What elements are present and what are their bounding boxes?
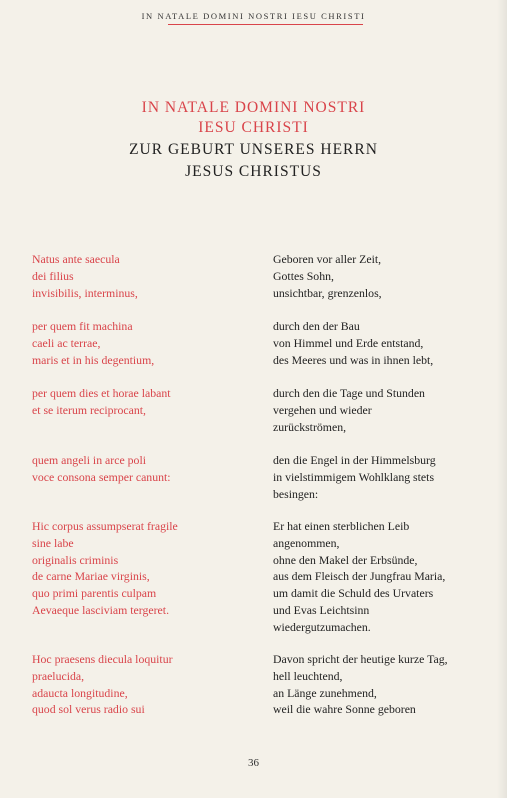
german-translation: [273, 452, 498, 502]
latin-line: et se iterum reciprocant,: [32, 402, 146, 417]
latin-line: Hoc praesens diecula loquitur: [32, 652, 173, 666]
latin-text: [32, 452, 257, 486]
latin-line: quem angeli in arce poli: [32, 453, 146, 467]
latin-line: adaucta longitudine,: [32, 685, 128, 700]
latin-line: invisibilis, interminus,: [32, 285, 138, 300]
german-line: in vielstimmigem Wohlklang stets: [273, 469, 435, 484]
german-translation: [273, 251, 498, 301]
german-line: durch den die Tage und Stunden: [273, 386, 425, 400]
title-german-line: ZUR GEBURT UNSERES HERRN: [129, 141, 378, 158]
latin-text: [32, 385, 257, 419]
german-translation: [273, 651, 498, 718]
latin-line: Aevaeque lasciviam tergeret.: [32, 602, 170, 617]
german-line: Davon spricht der heutige kurze Tag,: [273, 652, 448, 666]
german-translation: [273, 385, 498, 435]
german-line: um damit die Schuld des Urvaters: [273, 586, 434, 601]
running-head: IN NATALE DOMINI NOSTRI IESU CHRISTI: [141, 11, 366, 21]
german-line: Gottes Sohn,: [273, 268, 334, 283]
latin-line: maris et in his degentium,: [32, 352, 155, 367]
latin-line: per quem dies et horae labant: [32, 386, 171, 400]
latin-line: sine labe: [32, 535, 74, 550]
latin-line: quo primi parentis culpam: [32, 586, 157, 601]
german-translation: [273, 518, 498, 636]
german-line: Geboren vor aller Zeit,: [273, 252, 382, 266]
latin-text: [32, 518, 257, 619]
german-line: weil die wahre Sonne geboren: [273, 702, 416, 717]
german-line: und Evas Leichtsinn: [273, 602, 370, 617]
german-line: wiedergutzumachen.: [273, 619, 371, 634]
title-latin-line: IESU CHRISTI: [198, 119, 309, 136]
latin-line: de carne Mariae virginis,: [32, 569, 150, 584]
latin-line: per quem fit machina: [32, 319, 133, 333]
title-latin-line: IN NATALE DOMINI NOSTRI: [141, 99, 366, 116]
latin-text: [32, 318, 257, 368]
german-line: des Meeres und was in ihnen lebt,: [273, 352, 434, 367]
latin-line: Hic corpus assumpserat fragile: [32, 519, 178, 533]
german-line: angenommen,: [273, 535, 340, 550]
latin-line: originalis criminis: [32, 552, 119, 567]
latin-line: Natus ante saecula: [32, 252, 120, 266]
german-line: an Länge zunehmend,: [273, 685, 377, 700]
german-line: vergehen und wieder: [273, 402, 372, 417]
german-line: aus dem Fleisch der Jungfrau Maria,: [273, 569, 446, 584]
german-line: von Himmel und Erde entstand,: [273, 335, 424, 350]
german-line: ohne den Makel der Erbsünde,: [273, 552, 418, 567]
german-line: Er hat einen sterblichen Leib: [273, 519, 410, 533]
latin-text: [32, 251, 257, 301]
german-line: hell leuchtend,: [273, 668, 343, 683]
latin-line: voce consona semper canunt:: [32, 469, 171, 484]
german-line: unsichtbar, grenzenlos,: [273, 285, 382, 300]
german-translation: [273, 318, 498, 368]
title-german-line: JESUS CHRISTUS: [185, 163, 322, 180]
german-line: besingen:: [273, 486, 319, 501]
running-head-rule: [168, 24, 363, 25]
german-line: durch den der Bau: [273, 319, 360, 333]
latin-text: [32, 651, 257, 718]
hymn-title: [0, 98, 507, 182]
latin-line: quod sol verus radio sui: [32, 702, 145, 717]
german-line: den die Engel in der Himmelsburg: [273, 453, 436, 467]
latin-line: caeli ac terrae,: [32, 335, 101, 350]
german-line: zurückströmen,: [273, 419, 347, 434]
latin-line: dei filius: [32, 268, 74, 283]
latin-line: praelucida,: [32, 668, 85, 683]
page-number: 36: [248, 757, 259, 769]
